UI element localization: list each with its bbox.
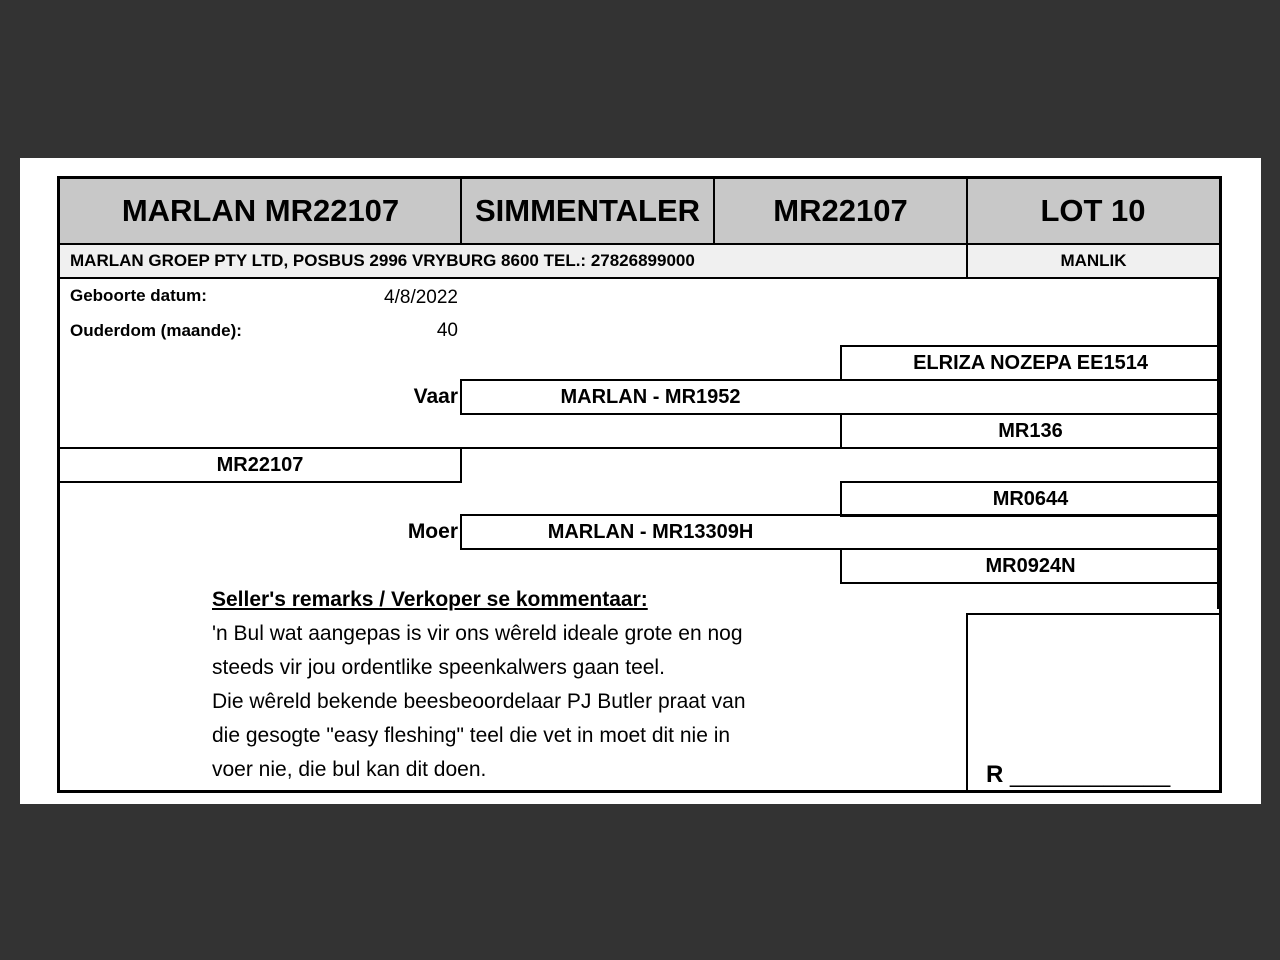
- divider: [460, 179, 462, 245]
- price-field[interactable]: [986, 761, 1170, 789]
- dam-dam: MR0924N: [985, 554, 1076, 577]
- remarks-line: Die wêreld bekende beesbeoordelaar PJ Butler praat van: [212, 690, 746, 713]
- remarks-line: voer nie, die bul kan dit doen.: [212, 758, 487, 781]
- remarks-line: steeds vir jou ordentlike speenkalwers gaan teel.: [212, 656, 665, 679]
- sire-dam-box: [840, 413, 1219, 449]
- remarks-body: [212, 617, 746, 787]
- remarks-title: Seller's remarks / Verkoper se kommentaar:: [212, 588, 648, 611]
- animal-box: [60, 447, 462, 483]
- sire-sire: ELRIZA NOZEPA EE1514: [913, 351, 1148, 374]
- owner-cell: [60, 245, 966, 279]
- dam: MARLAN - MR13309H: [547, 520, 754, 543]
- sire-sire-box: [840, 345, 1219, 381]
- birth-value: 4/8/2022: [384, 287, 458, 308]
- lot-cell: [967, 179, 1219, 245]
- lot-number: LOT 10: [1040, 193, 1146, 228]
- breed: SIMMENTALER: [474, 193, 701, 228]
- dam-dam-box: [840, 548, 1219, 584]
- sheet: [20, 158, 1261, 804]
- id-cell: [714, 179, 967, 245]
- birth-label: Geboorte datum:: [70, 286, 207, 305]
- remarks-line: 'n Bul wat aangepas is vir ons wêreld ideale grote en nog: [212, 622, 743, 645]
- sire-label: Vaar: [413, 385, 458, 408]
- sire: MARLAN - MR1952: [560, 385, 741, 408]
- animal-name: MARLAN MR22107: [121, 193, 400, 228]
- price-currency: R: [986, 761, 1004, 788]
- price-box: [966, 613, 1219, 793]
- breed-cell: [461, 179, 714, 245]
- animal-row-top: [460, 447, 1219, 449]
- age-label: Ouderdom (maande):: [70, 321, 242, 340]
- animal-id: MR22107: [773, 193, 908, 228]
- dam-label: Moer: [407, 520, 458, 543]
- animal-id-pedigree: MR22107: [216, 453, 304, 476]
- sire-dam: MR136: [998, 419, 1063, 442]
- animal-name-cell: [60, 179, 461, 245]
- price-blank: ____________: [1010, 761, 1171, 788]
- lot-card: [57, 176, 1222, 793]
- age-value: 40: [436, 320, 458, 341]
- divider: [713, 179, 715, 245]
- owner-line: MARLAN GROEP PTY LTD, POSBUS 2996 VRYBURG 8600 TEL.: 27826899000: [70, 251, 695, 270]
- remarks-line: die gesogte "easy fleshing" teel die vet in moet dit nie in: [212, 724, 731, 747]
- sire-box: [460, 379, 1219, 415]
- dam-box: [460, 514, 1219, 550]
- sex-cell: [968, 245, 1219, 279]
- dam-sire: MR0644: [992, 487, 1069, 510]
- sex: MANLIK: [1060, 251, 1127, 270]
- dam-sire-box: [840, 481, 1219, 517]
